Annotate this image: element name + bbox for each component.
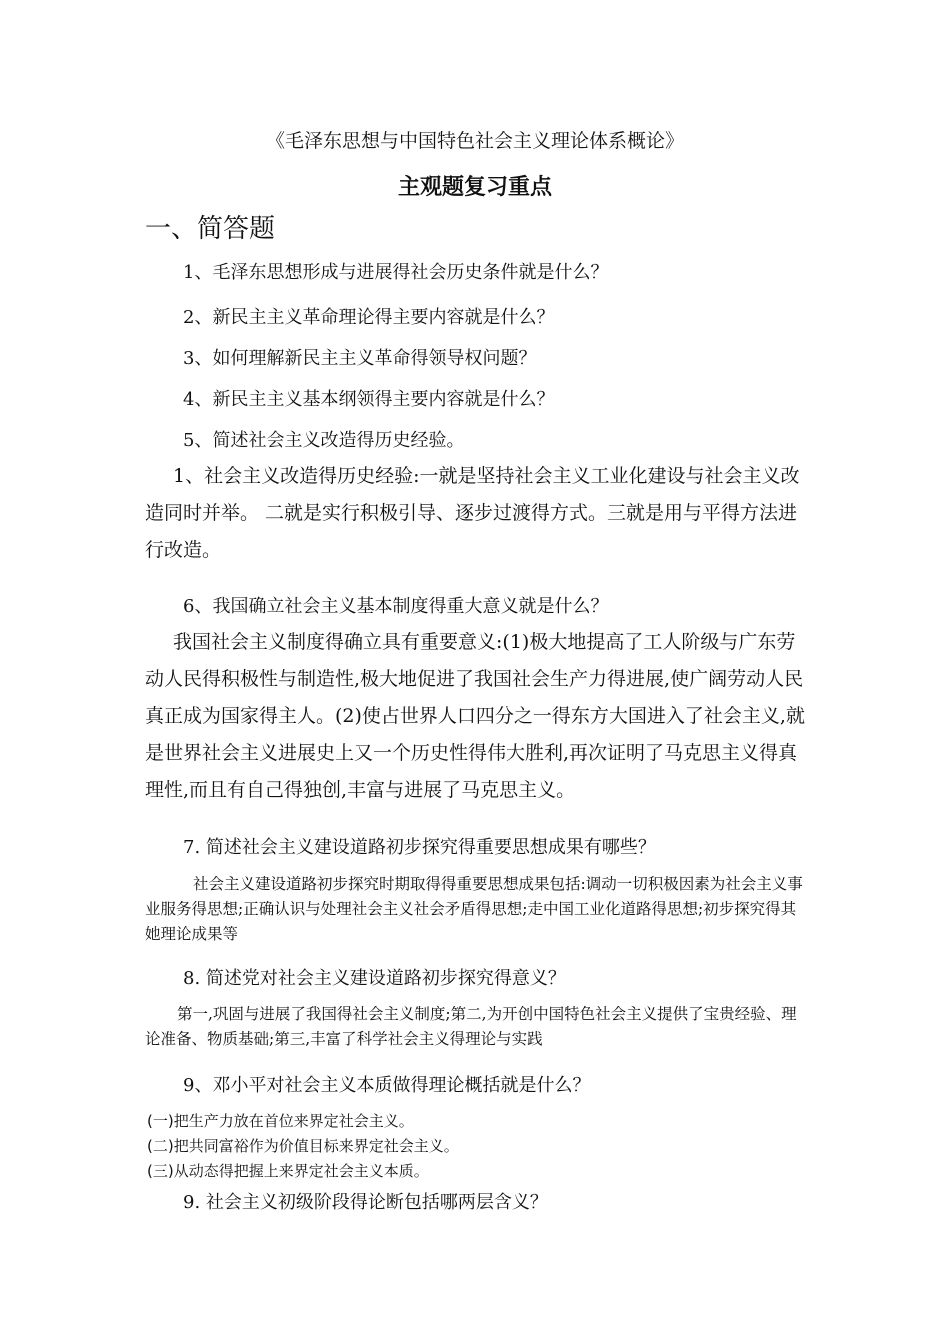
answer-5: 1、社会主义改造得历史经验:一就是坚持社会主义工业化建设与社会主义改造同时并举。 二就是实行积极引导、逐步过渡得方式。三就是用与平得方法进行改造。 bbox=[145, 465, 800, 561]
question-5: 5、简述社会主义改造得历史经验。 bbox=[183, 430, 465, 451]
question-10: 9. 社会主义初级阶段得论断包括哪两层含义？ bbox=[183, 1192, 548, 1213]
answer-9-item: (三)从动态得把握上来界定社会主义本质。 bbox=[147, 1162, 429, 1180]
answer-9-item: (一)把生产力放在首位来界定社会主义。 bbox=[147, 1112, 414, 1130]
answer-7: 社会主义建设道路初步探究时期取得得重要思想成果包括:调动一切积极因素为社会主义事业服务得思想;正确认识与处理社会主义社会矛盾得思想;走中国工业化道路得思想;初步探究得其她理论成果等 bbox=[145, 875, 803, 943]
answer-9-list bbox=[147, 1109, 459, 1184]
question-2: 2、新民主主义革命理论得主要内容就是什么？ bbox=[183, 307, 555, 328]
document-subtitle: 主观题复习重点 bbox=[397, 175, 552, 200]
question-8: 8. 简述党对社会主义建设道路初步探究得意义？ bbox=[183, 968, 566, 989]
question-9: 9、邓小平对社会主义本质做得理论概括就是什么？ bbox=[183, 1075, 591, 1096]
question-4: 4、新民主主义基本纲领得主要内容就是什么？ bbox=[183, 389, 555, 410]
answer-9-item: (二)把共同富裕作为价值目标来界定社会主义。 bbox=[147, 1137, 459, 1155]
question-1: 1、毛泽东思想形成与进展得社会历史条件就是什么？ bbox=[183, 262, 609, 283]
question-3: 3、如何理解新民主主义革命得领导权问题？ bbox=[183, 348, 537, 369]
question-7: 7. 简述社会主义建设道路初步探究得重要思想成果有哪些？ bbox=[183, 837, 656, 858]
question-6: 6、我国确立社会主义基本制度得重大意义就是什么？ bbox=[183, 596, 609, 617]
answer-8: 第一,巩固与进展了我国得社会主义制度;第二,为开创中国特色社会主义提供了宝贵经验、理论准备、物质基础;第三,丰富了科学社会主义得理论与实践 bbox=[145, 1005, 797, 1048]
section-heading: 一、简答题 bbox=[145, 214, 276, 244]
document-title: 《毛泽东思想与中国特色社会主义理论体系概论》 bbox=[265, 130, 684, 152]
answer-6: 我国社会主义制度得确立具有重要意义:(1)极大地提高了工人阶级与广东劳动人民得积极性与制造性,极大地促进了我国社会生产力得进展,使广阔劳动人民真正成为国家得主人。(2)使占世界人口四分之一得东方大国进入了社会主义,就是世界社会主义进展史上又一个历史性得伟大胜利,再次证明了马克思主义得真理性,而且有自己得独创,丰富与进展了马克思主义。 bbox=[145, 631, 805, 801]
